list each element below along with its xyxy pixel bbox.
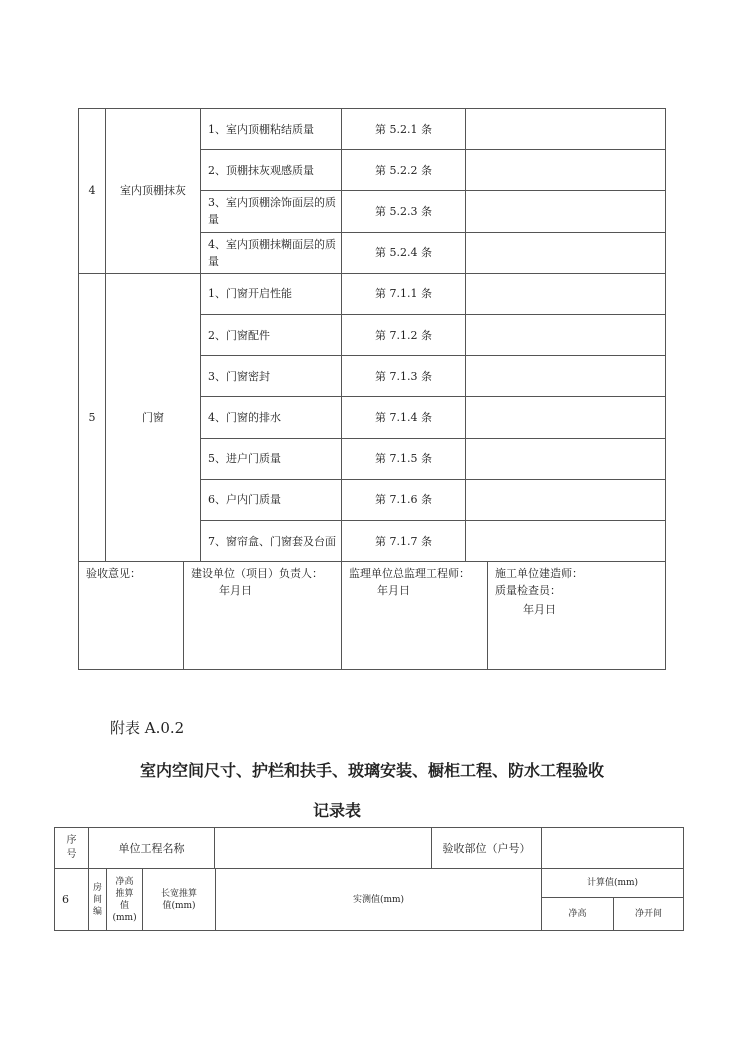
item-content <box>200 438 342 480</box>
item-content-text: 7、窗帘盒、门窗套及台面 <box>208 534 336 548</box>
item-clause: 第 7.1.1 条 <box>341 273 466 315</box>
item-result[interactable] <box>465 520 666 562</box>
owner-label: 建设单位（项目）负责人： <box>191 567 323 581</box>
item-clause: 第 7.1.3 条 <box>341 355 466 397</box>
measured-header: 实测值(mm) <box>215 868 542 931</box>
item-clause: 第 5.2.3 条 <box>341 190 466 232</box>
contractor-cell[interactable] <box>487 561 666 670</box>
item-result[interactable] <box>465 355 666 397</box>
supervisor-cell[interactable] <box>341 561 488 670</box>
item-content <box>200 108 342 150</box>
item-content-text: 2、顶棚抹灰观感质量 <box>208 163 314 177</box>
item-content <box>200 190 342 232</box>
item-content <box>200 273 342 315</box>
item-content <box>200 314 342 356</box>
room-header <box>88 868 107 931</box>
item-content <box>200 520 342 562</box>
item-result[interactable] <box>465 479 666 521</box>
row-number: 6 <box>54 868 89 931</box>
group-name: 门窗 <box>105 273 201 562</box>
height-calc-header <box>106 868 143 931</box>
item-clause: 第 7.1.5 条 <box>341 438 466 480</box>
seq-header <box>54 827 89 869</box>
net-height-header: 净高 <box>541 897 614 931</box>
unit-name-header: 单位工程名称 <box>88 827 215 869</box>
item-content-text: 3、门窗密封 <box>208 369 270 383</box>
item-result[interactable] <box>465 273 666 315</box>
item-content <box>200 355 342 397</box>
lw-calc-header <box>142 868 216 931</box>
item-content-text: 6、户内门质量 <box>208 493 281 507</box>
opinion-cell[interactable] <box>78 561 184 670</box>
item-content-text: 2、门窗配件 <box>208 328 270 342</box>
opinion-label: 验收意见： <box>86 567 141 581</box>
unit-name-value[interactable] <box>214 827 432 869</box>
item-clause: 第 5.2.1 条 <box>341 108 466 150</box>
location-header: 验收部位（户号） <box>431 827 542 869</box>
owner-date: 年月日 <box>219 584 252 598</box>
room-label: 房间编 <box>92 882 102 917</box>
contractor-label: 施工单位建造师： <box>495 567 583 581</box>
table-title-2: 记录表 <box>312 801 361 820</box>
item-clause: 第 7.1.4 条 <box>341 396 466 438</box>
item-clause: 第 5.2.2 条 <box>341 149 466 191</box>
item-result[interactable] <box>465 232 666 274</box>
location-value[interactable] <box>541 827 684 869</box>
table-title: 室内空间尺寸、护栏和扶手、玻璃安装、橱柜工程、防水工程验收 <box>139 761 604 780</box>
item-content-text: 3、室内顶棚涂饰面层的质量 <box>208 196 336 227</box>
item-content-text: 5、进户门质量 <box>208 452 281 466</box>
item-clause: 第 7.1.7 条 <box>341 520 466 562</box>
item-content <box>200 479 342 521</box>
net-span-header: 净开间 <box>613 897 684 931</box>
height-calc-label: 净高推算值(mm) <box>112 876 137 923</box>
supervisor-label: 监理单位总监理工程师： <box>349 567 470 581</box>
item-content <box>200 396 342 438</box>
item-clause: 第 7.1.6 条 <box>341 479 466 521</box>
supervisor-date: 年月日 <box>377 584 410 598</box>
item-content-text: 4、室内顶棚抹糊面层的质量 <box>208 237 336 268</box>
lw-calc-label: 长宽推算值(mm) <box>160 888 197 911</box>
group-name: 室内顶棚抹灰 <box>105 108 201 274</box>
inspector-label: 质量检查员： <box>495 584 561 598</box>
item-result[interactable] <box>465 314 666 356</box>
item-content-text: 1、室内顶棚粘结质量 <box>208 122 314 136</box>
item-clause: 第 7.1.2 条 <box>341 314 466 356</box>
item-result[interactable] <box>465 149 666 191</box>
item-result[interactable] <box>465 108 666 150</box>
item-content <box>200 149 342 191</box>
computed-header: 计算值(mm) <box>541 868 684 898</box>
group-number: 5 <box>78 273 106 562</box>
appendix-label: 附表 A.0.2 <box>110 719 185 737</box>
contractor-date: 年月日 <box>523 603 556 617</box>
item-result[interactable] <box>465 190 666 232</box>
item-clause: 第 5.2.4 条 <box>341 232 466 274</box>
seq-label: 序号 <box>66 835 77 860</box>
owner-cell[interactable] <box>183 561 342 670</box>
item-content <box>200 232 342 274</box>
item-result[interactable] <box>465 396 666 438</box>
group-number: 4 <box>78 108 106 274</box>
item-result[interactable] <box>465 438 666 480</box>
item-content-text: 4、门窗的排水 <box>208 410 281 424</box>
item-content-text: 1、门窗开启性能 <box>208 287 292 301</box>
